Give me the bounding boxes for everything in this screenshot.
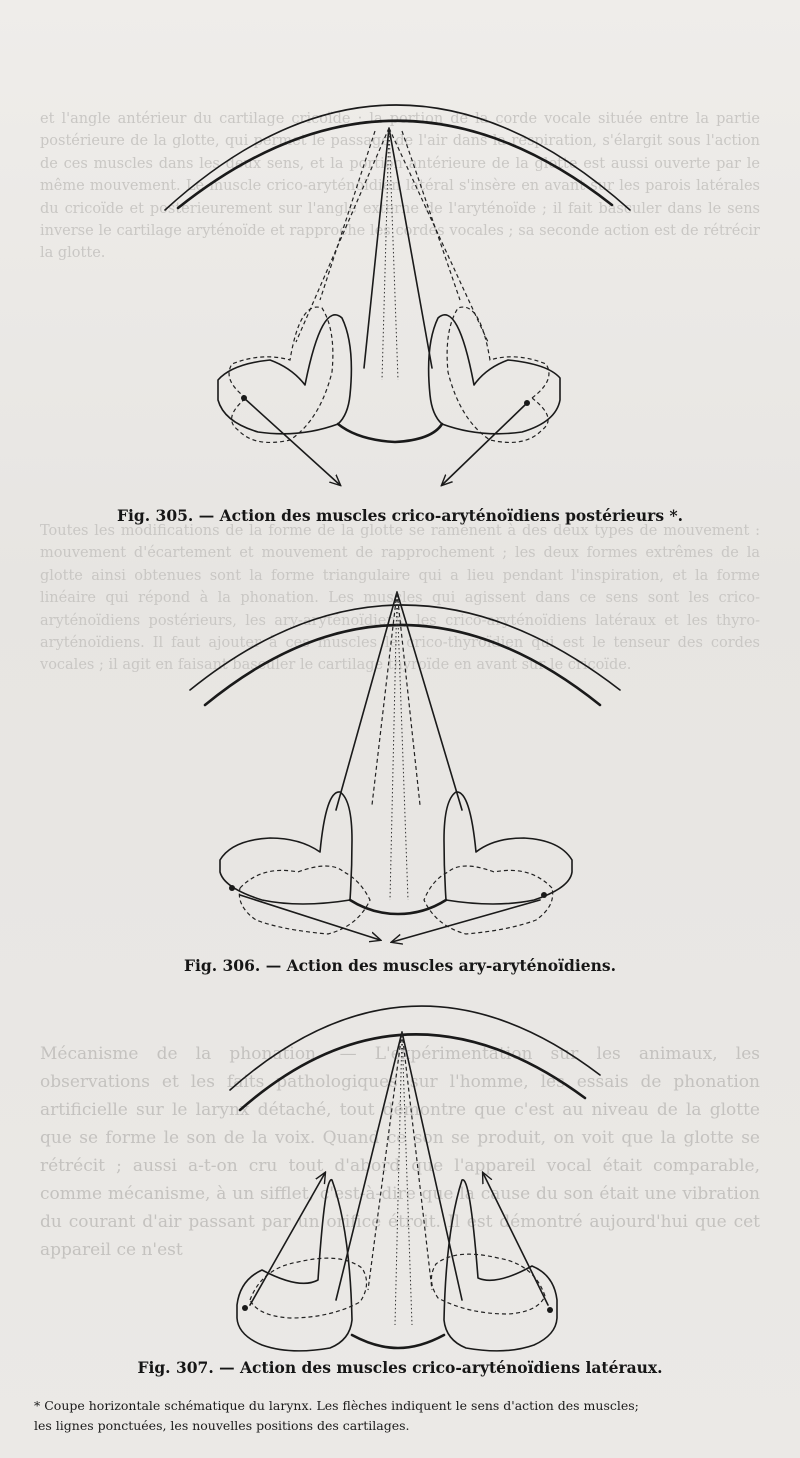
figure-307-drawing — [0, 0, 800, 420]
bleed-through-text-bottom: Mécanisme de la phonation. — L'expérimentation sur les animaux, les observations et les faits pathologiques sur l'homme, les essais de phonation artificielle sur le larynx détaché, tout démontre que c'est au niveau de la glotte que se forme le son de la voix. Quand ce son se produit, on voit que la glotte se rétrécit ; aussi a-t-on cru tout d'abord que l'appareil vocal était comparable, comme mécanisme, à un sifflet, c'est-à-dire que la cause du son était une vibration du courant d'air passant par un orifice étroit. Il est démontré aujourd'hui que cet appareil ce n'est — [40, 1044, 760, 1260]
figure-306-caption: Fig. 306. — Action des muscles ary-aryténoïdiens. — [184, 956, 616, 975]
figure-307-caption: Fig. 307. — Action des muscles crico-aryténoïdiens latéraux. — [137, 1358, 663, 1377]
figure-305-caption: Fig. 305. — Action des muscles crico-aryténoïdiens postérieurs *. — [117, 506, 683, 525]
footnote: * Coupe horizontale schématique du larynx. Les flèches indiquent le sens d'action des muscles; les lignes ponctuées, les nouvelles positions des cartilages. — [34, 1398, 639, 1433]
bleed-through-text-middle: Toutes les modifications de la forme de la glotte se ramènent à des deux types de mouvement : mouvement d'écartement et mouvement de rapprochement ; les deux formes extrêmes de la glotte ainsi obtenues sont la forme triangulaire qui a lieu pendant l'inspiration, et la forme linéaire qui répond à la phonation. Les muscles qui agissent dans ce sens sont les crico-aryténoïdiens postérieurs, les ary-aryténoïdiens, les crico-aryténoïdiens latéraux et les thyro-aryténoïdiens. Il faut ajouter à ces muscles le crico-thyroïdien qui est le tenseur des cordes vocales ; il agit en faisant basculer le cartilage thyroïde en avant sur le cricoïde. — [40, 523, 760, 674]
bleed-through-text-top: et l'angle antérieur du cartilage cricoïde ; la portion de la corde vocale située entre la partie postérieure de la glotte, qui permet le passage de l'air dans la respiration, s'élargit sous l'action de ces muscles dans les deux sens, et la portion antérieure de la glotte est aussi ouverte par le même mouvement. Le muscle crico-aryténoïdien latéral s'insère en avant sur les parois latérales du cricoïde et postérieurement sur l'angle externe de l'aryténoïde ; il fait basculer dans le sens inverse le cartilage aryténoïde et rapproche les cordes vocales ; sa seconde action est de rétrécir la glotte. — [40, 111, 760, 262]
